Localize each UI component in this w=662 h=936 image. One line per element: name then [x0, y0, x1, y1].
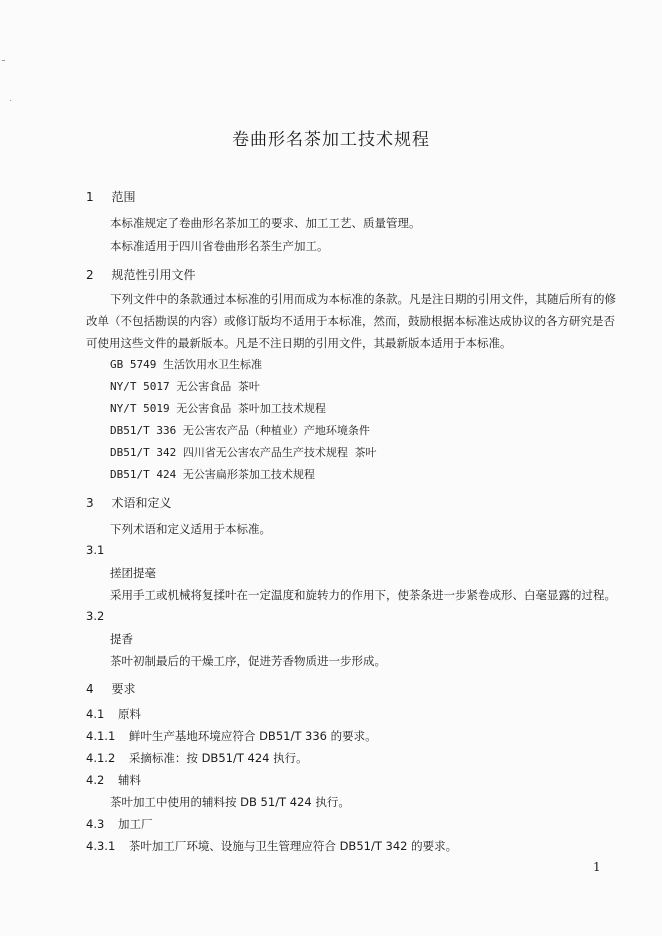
term-definition: 茶叶初制最后的干燥工序，促进芳香物质进一步形成。 [110, 654, 386, 668]
clause-text: 茶叶加工厂环境、设施与卫生管理应符合 DB51/T 342 的要求。 [128, 839, 458, 853]
scan-mark [10, 100, 11, 101]
section-number: 3 [86, 496, 94, 510]
document-title: 卷曲形名茶加工技术规程 [232, 130, 430, 150]
term-name: 搓团提毫 [110, 566, 156, 580]
paragraph: 下列术语和定义适用于本标准。 [110, 522, 271, 536]
subsection-4-1-heading [86, 706, 141, 722]
reference-item: DB51/T 342 四川省无公害农产品生产技术规程 茶叶 [110, 446, 377, 459]
reference-item: GB 5749 生活饮用水卫生标准 [110, 358, 262, 371]
subsection-number: 4.3 [86, 817, 105, 831]
section-title: 要求 [111, 682, 136, 696]
clause-text: 采摘标准：按 DB51/T 424 执行。 [128, 751, 308, 765]
section-number: 4 [86, 682, 94, 696]
term-number: 3.2 [86, 609, 105, 623]
section-title: 范围 [111, 190, 136, 204]
section-number: 2 [86, 268, 94, 282]
subsection-title: 加工厂 [117, 817, 153, 831]
subsection-4-3-heading [86, 816, 152, 832]
subsection-title: 原料 [117, 707, 141, 721]
term-name: 提香 [110, 632, 133, 646]
scan-mark [2, 60, 5, 61]
term-definition: 采用手工或机械将复揉叶在一定温度和旋转力的作用下，使茶条进一步紧卷成形、白毫显露的过程。 [110, 588, 616, 602]
reference-item: NY/T 5017 无公害食品 茶叶 [110, 380, 260, 393]
section-2-heading [86, 266, 195, 283]
subsection-4-2-heading [86, 772, 141, 788]
section-number: 1 [86, 190, 94, 204]
subsection-title: 辅料 [117, 773, 141, 787]
reference-item: NY/T 5019 无公害食品 茶叶加工技术规程 [110, 402, 326, 415]
clause-4-1-2 [86, 750, 308, 766]
section-4-heading [86, 680, 135, 697]
term-number: 3.1 [86, 543, 105, 557]
paragraph: 下列文件中的条款通过本标准的引用而成为本标准的条款。凡是注日期的引用文件，其随后所有的修改单（不包括勘误的内容）或修订版均不适用于本标准，然而，鼓励根据本标准达成协议的各方研究是否可使用这些文件的最新版本。凡是不注日期的引用文件，其最新版本适用于本标准。 [86, 292, 616, 350]
clause-4-1-1 [86, 728, 377, 744]
subsection-number: 4.2 [86, 773, 105, 787]
clause-number: 4.1.1 [86, 729, 116, 743]
section-3-heading [86, 494, 171, 511]
section-title: 术语和定义 [111, 496, 172, 510]
paragraph: 本标准适用于四川省卷曲形名茶生产加工。 [110, 239, 329, 253]
clause-number: 4.3.1 [86, 839, 116, 853]
page-number: 1 [593, 860, 601, 874]
paragraph: 本标准规定了卷曲形名茶加工的要求、加工工艺、质量管理。 [110, 216, 421, 230]
clause-number: 4.1.2 [86, 751, 116, 765]
paragraph: 茶叶加工中使用的辅料按 DB 51/T 424 执行。 [110, 795, 350, 809]
section-title: 规范性引用文件 [111, 268, 196, 282]
subsection-number: 4.1 [86, 707, 105, 721]
reference-item: DB51/T 336 无公害农产品（种植业）产地环境条件 [110, 424, 370, 437]
reference-item: DB51/T 424 无公害扁形茶加工技术规程 [110, 468, 315, 481]
section-1-heading [86, 188, 135, 205]
clause-4-3-1 [86, 838, 457, 854]
clause-text: 鲜叶生产基地环境应符合 DB51/T 336 的要求。 [128, 729, 377, 743]
